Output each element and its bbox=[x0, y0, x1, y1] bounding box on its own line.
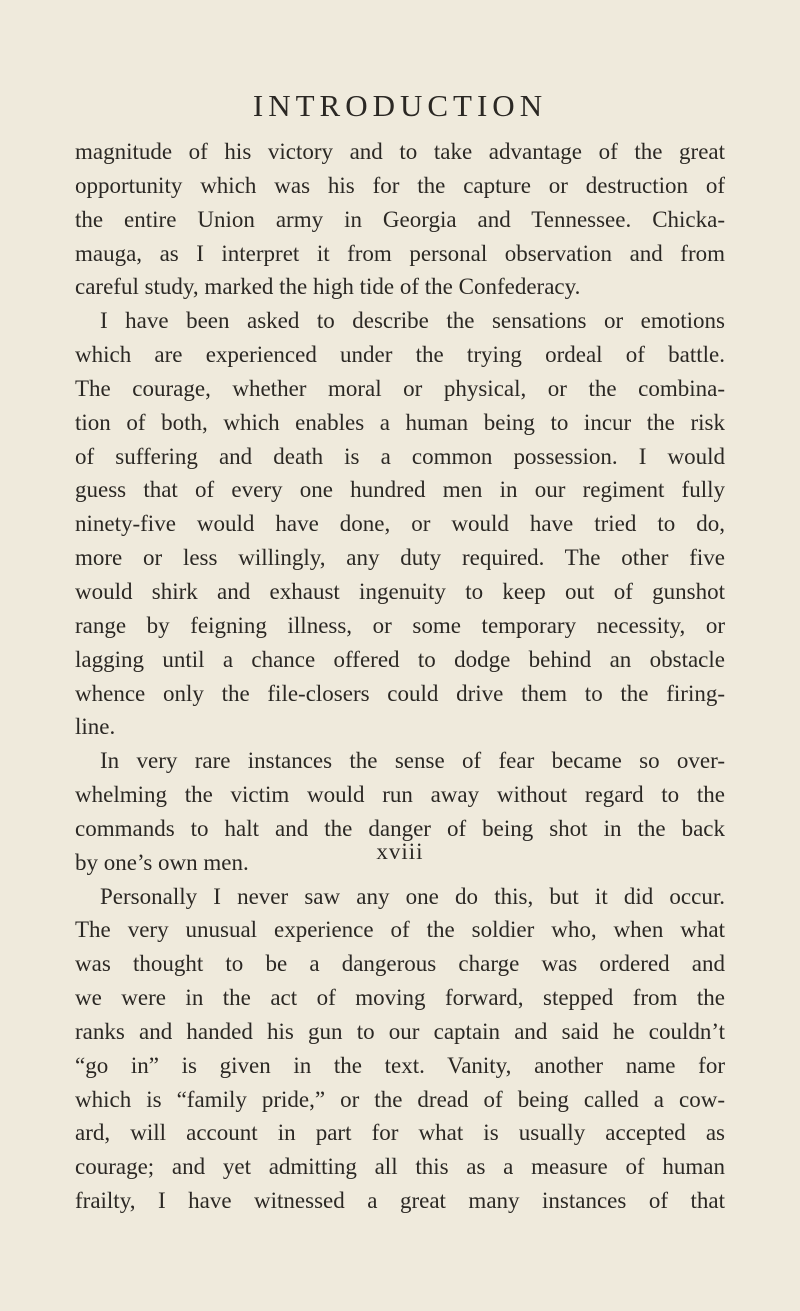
text-line: courage; and yet admitting all this as a measure of human bbox=[75, 1154, 725, 1180]
text-line: frailty, I have witnessed a great many instances of that bbox=[75, 1188, 725, 1214]
text-line: range by feigning illness, or some temporary necessity, or bbox=[75, 612, 725, 638]
text-line: The courage, whether moral or physical, or the combina- bbox=[75, 375, 725, 401]
text-line: ard, will account in part for what is usually accepted as bbox=[75, 1120, 725, 1146]
text-line: ninety-five would have done, or would have tried to do, bbox=[75, 511, 725, 537]
text-line: which is “family pride,” or the dread of being called a cow- bbox=[75, 1086, 725, 1112]
paragraph-start-line: I have been asked to describe the sensations or emotions bbox=[100, 308, 725, 334]
text-line: whence only the file-closers could drive them to the firing- bbox=[75, 680, 725, 706]
text-line: would shirk and exhaust ingenuity to keep out of gunshot bbox=[75, 578, 725, 604]
text-line: more or less willingly, any duty required. The other five bbox=[75, 545, 725, 571]
text-line: careful study, marked the high tide of the Confederacy. bbox=[75, 274, 581, 300]
text-line: commands to halt and the danger of being shot in the back bbox=[75, 815, 725, 841]
text-line: whelming the victim would run away without regard to the bbox=[75, 782, 725, 808]
text-line: opportunity which was his for the capture or destruction of bbox=[75, 172, 725, 198]
text-line: mauga, as I interpret it from personal observation and from bbox=[75, 240, 725, 266]
text-line: magnitude of his victory and to take advantage of the great bbox=[75, 139, 725, 164]
running-head: INTRODUCTION bbox=[252, 88, 548, 123]
paragraph-start-line: Personally I never saw any one do this, but it did occur. bbox=[100, 883, 725, 909]
text-line: tion of both, which enables a human being to incur the risk bbox=[75, 409, 725, 435]
text-line: The very unusual experience of the soldier who, when what bbox=[75, 917, 725, 943]
text-line: we were in the act of moving forward, stepped from the bbox=[75, 985, 725, 1011]
text-line: guess that of every one hundred men in our regiment fully bbox=[75, 477, 725, 503]
body-text bbox=[75, 135, 725, 1218]
text-line: the entire Union army in Georgia and Tennessee. Chicka- bbox=[75, 206, 725, 232]
text-line: line. bbox=[75, 714, 116, 740]
text-line: lagging until a chance offered to dodge behind an obstacle bbox=[75, 646, 725, 672]
text-line: by one’s own men. bbox=[75, 849, 249, 875]
paragraph-start-line: In very rare instances the sense of fear became so over- bbox=[100, 748, 725, 774]
text-line: of suffering and death is a common possession. I would bbox=[75, 443, 725, 469]
text-line: was thought to be a dangerous charge was ordered and bbox=[75, 951, 725, 977]
page-number: xviii bbox=[376, 839, 424, 864]
text-line: ranks and handed his gun to our captain and said he couldn’t bbox=[75, 1018, 725, 1044]
text-line: “go in” is given in the text. Vanity, another name for bbox=[75, 1052, 725, 1078]
text-line: which are experienced under the trying ordeal of battle. bbox=[75, 342, 725, 368]
